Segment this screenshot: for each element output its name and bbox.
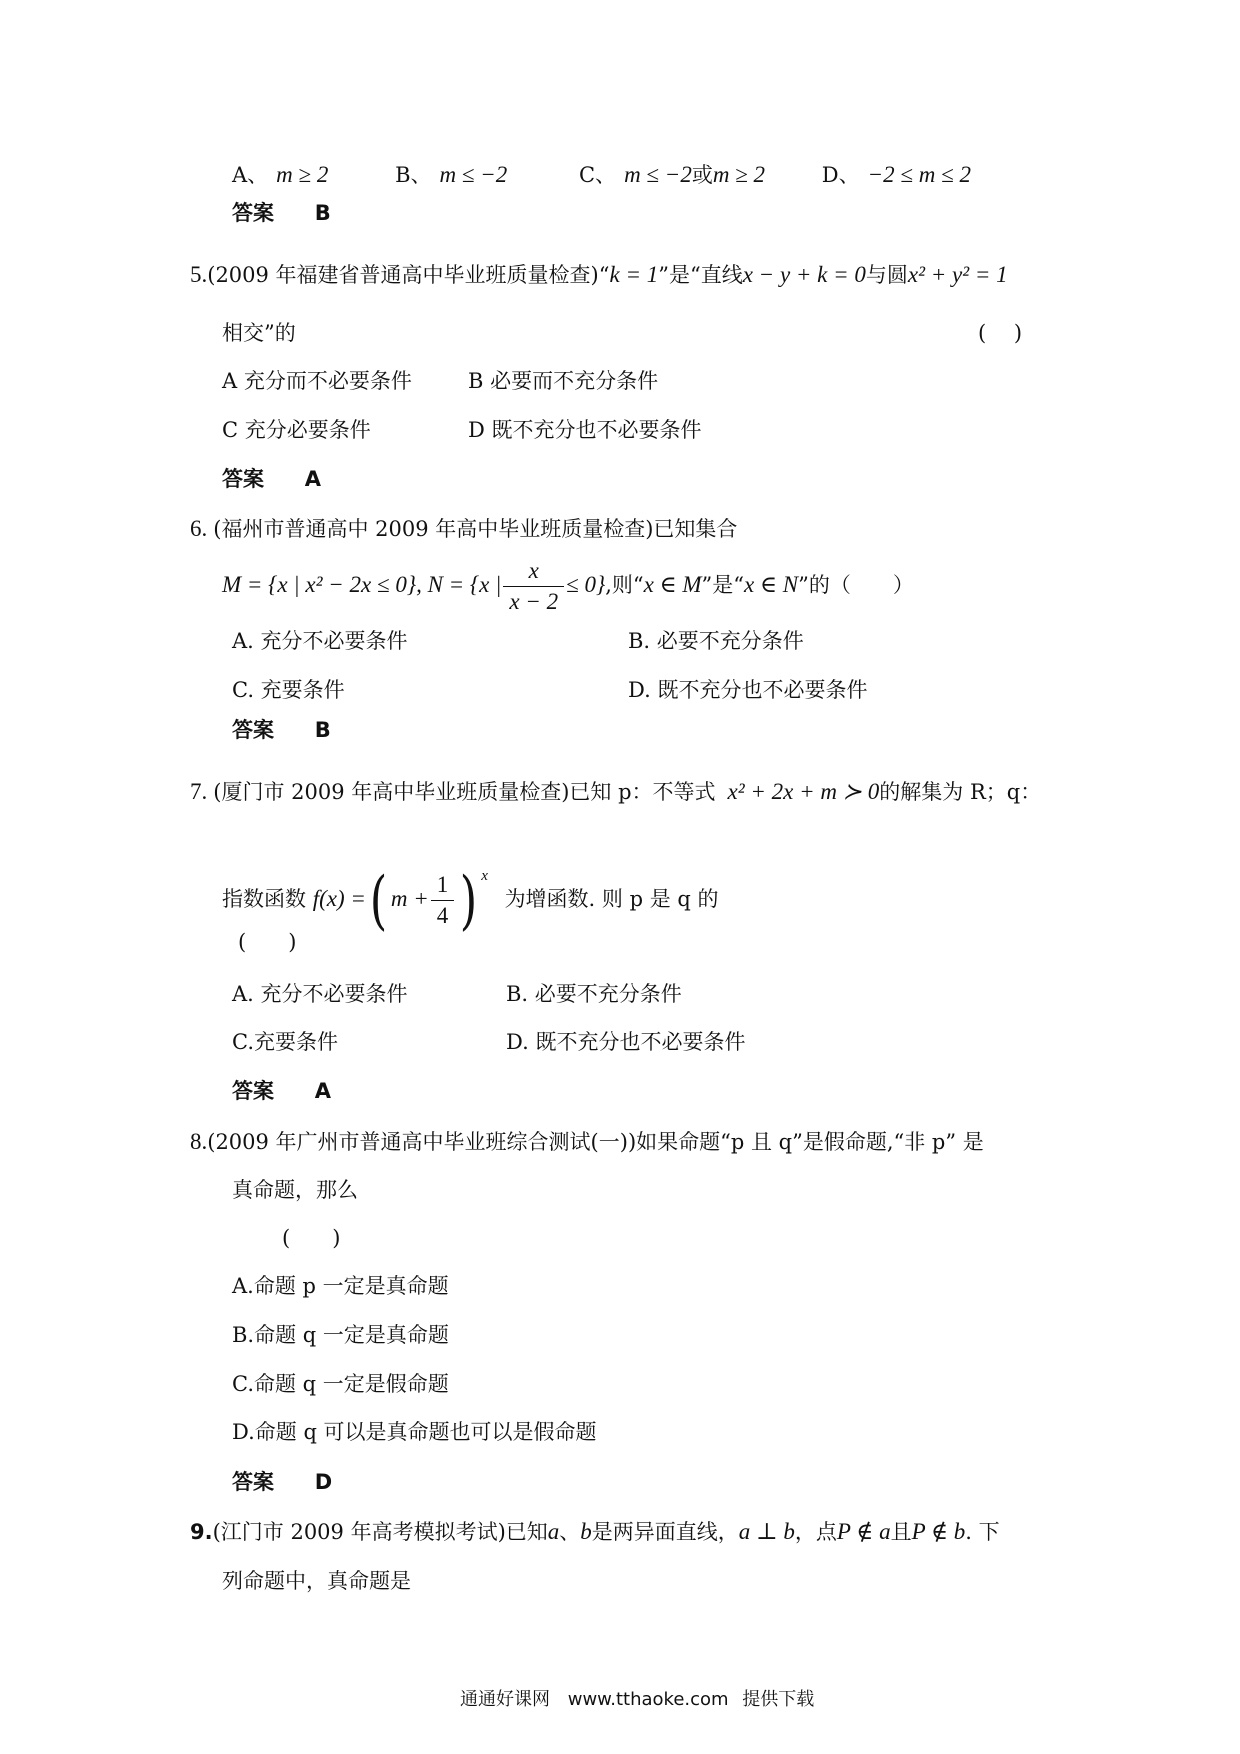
q4-option-c-expr-2: m ≥ 2 [712,162,766,187]
q8-source: (2009 年广州市普通高中毕业班综合测试(一))如果命题“p 且 q”是假命题,“非 p” 是 [207,1130,984,1154]
q5-condition: k = 1 [609,262,659,287]
q4-answer [232,199,331,227]
answer-paren: ( ) [238,930,297,954]
q9-perp: a ⊥ b [738,1519,795,1544]
q9-p-not-b: P ∉ b [911,1519,966,1544]
question-number: 5. [190,262,208,287]
q8-stem-line1 [190,1128,984,1156]
answer-value: D [314,1470,333,1494]
footer-url[interactable]: www.tthaoke.com [567,1689,729,1710]
q7-option-a: A. 充分不必要条件 [232,982,408,1006]
fraction-numerator: x [503,556,564,587]
question-number: 8. [190,1129,208,1154]
q4-option-a-label: A、 [232,163,269,187]
q6-option-b: B. 必要不充分条件 [628,629,804,653]
q7-source: (厦门市 2009 年高中毕业班质量检查)已知 p：不等式 [213,780,716,804]
answer-label: 答案 [232,201,274,225]
q4-option-b-expr: m ≤ −2 [439,162,508,187]
q6-text: ,则“ [605,573,644,597]
q6-set-m: M = {x | x² − 2x ≤ 0}, N = {x | [222,572,502,597]
q7-text: 的解集为 R；q： [879,780,1042,804]
q6-tail: ”的（ ） [798,573,914,597]
answer-paren: ( ) [282,1226,341,1250]
q6-option-c: C. 充要条件 [232,678,345,702]
q4-options [232,161,971,189]
page-footer [460,1686,814,1714]
q6-x-in-m: x ∈ M [643,572,702,597]
q5-line-expr: x − y + k = 0 [742,262,866,287]
answer-value: A [314,1079,331,1103]
q6-stem-line1 [190,515,737,543]
q6-option-d: D. 既不充分也不必要条件 [628,678,868,702]
answer-value: B [314,201,331,225]
q7-stem-line2 [222,838,719,937]
q9-sep: 、 [559,1520,581,1544]
q4-option-b-label: B、 [395,163,432,187]
q7-func: f(x) = [312,886,366,911]
q5-stem-line2 [222,319,296,347]
q7-option-c: C.充要条件 [232,1030,338,1054]
right-paren-glyph: ) [459,863,478,938]
q7-exponent: x [481,868,488,884]
q7-m-plus: m + [390,886,429,911]
q5-stem-line1 [190,261,1008,289]
answer-label: 答案 [232,1470,274,1494]
q8-option-c: C.命题 q 一定是假命题 [232,1372,449,1396]
q5-answer [222,465,321,493]
q9-b: b [580,1519,592,1544]
q9-p-not-a: P ∉ a [836,1519,891,1544]
q8-option-b: B.命题 q 一定是真命题 [232,1323,449,1347]
q4-option-c-expr-1: m ≤ −2 [624,162,692,187]
q8-answer [232,1468,332,1496]
q9-text: 是两异面直线， [591,1520,739,1544]
q9-and: 且 [890,1520,912,1544]
q6-source: (福州市普通高中 2009 年高中毕业班质量检查)已知集合 [213,517,738,541]
q8-option-a: A.命题 p 一定是真命题 [232,1274,449,1298]
q9-source: (江门市 2009 年高考模拟考试)已知 [212,1520,548,1544]
q9-a: a [547,1519,560,1544]
q5-source: (2009 年福建省普通高中毕业班质量检查)“ [207,263,610,287]
q4-option-a-expr: m ≥ 2 [276,162,329,187]
question-number: 9. [190,1520,213,1544]
answer-paren: ( ) [978,321,1023,345]
answer-value: A [304,467,321,491]
q5-option-c: C 充分必要条件 [222,418,371,442]
q7-option-b: B. 必要不充分条件 [506,982,682,1006]
fraction-denominator: x − 2 [509,589,559,614]
question-number: 6. [190,516,208,541]
q4-option-d-expr: −2 ≤ m ≤ 2 [867,162,971,187]
q4-option-c-label: C、 [578,163,617,187]
left-paren-glyph: ( [369,863,388,938]
footer-suffix: 提供下载 [742,1689,815,1710]
q7-func-label: 指数函数 [222,887,306,911]
q9-tail: . 下 [965,1520,1000,1544]
q5-stem-text: ”是“直线 [658,263,743,287]
q7-option-d: D. 既不充分也不必要条件 [506,1030,746,1054]
answer-label: 答案 [232,1079,274,1103]
q7-inequality: x² + 2x + m ≻ 0 [727,779,880,804]
answer-label: 答案 [222,467,264,491]
q5-stem-tail: 相交”的 [222,321,296,345]
q5-option-a: A 充分而不必要条件 [222,369,412,393]
q5-option-d: D 既不充分也不必要条件 [468,418,702,442]
answer-value: B [314,718,331,742]
q5-stem-text-2: 与圆 [865,263,908,287]
question-number: 7. [190,779,208,804]
q8-option-d: D.命题 q 可以是真命题也可以是假命题 [232,1420,597,1444]
q9-text-2: ，点 [794,1520,837,1544]
q6-text-2: ”是“ [701,573,745,597]
q6-x-in-n: x ∈ N [744,572,799,597]
q6-set-n-tail: ≤ 0} [566,572,606,597]
q4-option-c-or: 或 [691,163,713,187]
q9-stem-line1 [190,1518,1000,1546]
q6-option-a: A. 充分不必要条件 [232,629,408,653]
q6-fraction [503,556,564,617]
q5-option-b: B 必要而不充分条件 [468,369,659,393]
q6-stem-line2 [222,553,914,617]
q6-answer [232,716,331,744]
q7-stem-line1 [190,778,1041,806]
q4-option-d-label: D、 [821,163,860,187]
q7-fraction [431,870,455,931]
fraction-denominator: 4 [436,903,449,928]
footer-site-name: 通通好课网 [460,1689,550,1710]
fraction-numerator: 1 [431,870,455,901]
q9-stem-line2: 列命题中，真命题是 [222,1569,411,1593]
q5-circle-expr: x² + y² = 1 [907,262,1008,287]
q7-text-2: 为增函数. 则 p 是 q 的 [504,887,719,911]
q8-stem-line2: 真命题，那么 [232,1178,358,1202]
answer-label: 答案 [232,718,274,742]
q7-answer [232,1077,331,1105]
